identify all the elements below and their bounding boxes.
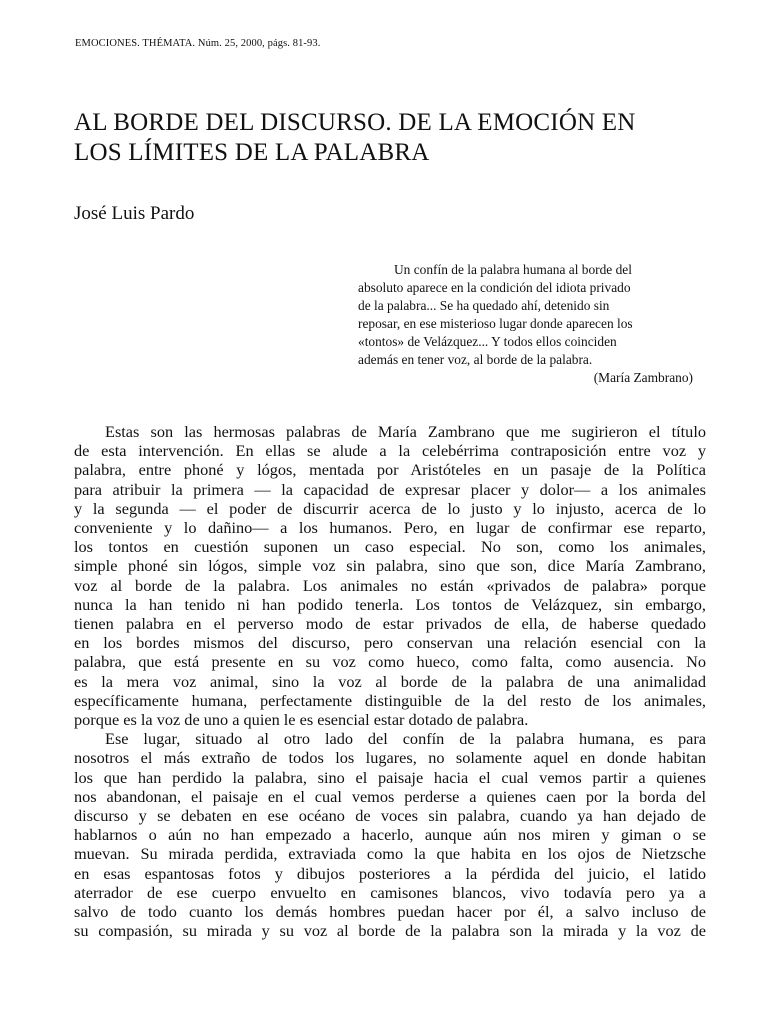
text-line: los que han perdido la palabra, sino el paisaje hacia el cual vemos partir a quienes — [74, 767, 706, 787]
text-line: nosotros el más extraño de todos los lugares, no solamente aquel en donde habitan — [74, 748, 706, 768]
article-title — [74, 108, 714, 168]
text-line: en esas espantosas fotos y dibujos posteriores a la pérdida del juicio, el latido — [74, 863, 706, 883]
text-line: en los bordes mismos del discurso, pero conservan una relación esencial con la — [74, 633, 706, 653]
text-line: discurso y se debaten en ese océano de voces sin palabra, cuando ya han dejado de — [74, 806, 706, 826]
epigraph-line: Un confín de la palabra humana al borde del — [394, 262, 632, 277]
paragraph-1 — [74, 422, 706, 729]
text-line: palabra, entre phoné y lógos, mentada por Aristóteles en un pasaje de la Política — [74, 460, 706, 480]
text-line: su compasión, su mirada y su voz al borde de la palabra son la mirada y la voz de — [74, 921, 706, 941]
text-line: porque es la voz de uno a quien le es esencial estar dotado de palabra. — [74, 710, 529, 730]
body-text — [74, 422, 706, 940]
epigraph-line: reposar, en ese misterioso lugar donde aparecen los — [358, 316, 633, 331]
text-line: nos abandonan, el paisaje en el cual vemos perderse a quienes caen por la borda del — [74, 786, 706, 806]
text-line: Estas son las hermosas palabras de María Zambrano que me sugirieron el título — [105, 422, 706, 441]
text-line: de esta intervención. En ellas se alude a la celebérrima contraposición entre voz y — [74, 441, 706, 461]
text-line: salvo de todo cuanto los demás hombres puedan hacer por él, a salvo incluso de — [74, 902, 706, 922]
text-line: conveniente y lo dañino— a los humanos. Pero, en lugar de confirmar ese reparto, — [74, 518, 706, 538]
epigraph — [358, 261, 693, 387]
epigraph-line: «tontos» de Velázquez... Y todos ellos coinciden — [358, 334, 617, 349]
running-head: EMOCIONES. THÉMATA. Núm. 25, 2000, págs. 81-93. — [75, 38, 321, 49]
title-line: AL BORDE DEL DISCURSO. DE LA EMOCIÓN EN — [74, 109, 636, 136]
text-line: aterrador de ese cuerpo envuelto en camisones blancos, vivo todavía pero ya a — [74, 882, 706, 902]
text-line: palabra, que está presente en su voz como hueco, como falta, como ausencia. No — [74, 652, 706, 672]
author-name: José Luis Pardo — [74, 203, 195, 224]
epigraph-attribution: (María Zambrano) — [593, 370, 693, 385]
text-line: simple phoné sin lógos, simple voz sin palabra, sino que son, dice María Zambrano, — [74, 556, 706, 576]
epigraph-line: de la palabra... Se ha quedado ahí, detenido sin — [358, 298, 610, 313]
text-line: los tontos en cuestión suponen un caso especial. No son, como los animales, — [74, 537, 706, 557]
text-line: específicamente humana, perfectamente distinguible de la del resto de los animales, — [74, 690, 706, 710]
epigraph-line: además en tener voz, al borde de la palabra. — [358, 352, 593, 367]
text-line: y la segunda — el poder de discurrir acerca de lo justo y lo injusto, acerca de lo — [74, 498, 706, 518]
title-line: LOS LÍMITES DE LA PALABRA — [74, 139, 430, 166]
epigraph-line: absoluto aparece en la condición del idiota privado — [358, 280, 631, 295]
text-line: es la mera voz animal, sino la voz al borde de la palabra de una animalidad — [74, 671, 706, 691]
paragraph-2 — [74, 729, 706, 940]
text-line: tienen palabra en el perverso modo de estar privados de ella, de haberse quedado — [74, 614, 706, 634]
text-line: muevan. Su mirada perdida, extraviada como la que habita en los ojos de Nietzsche — [74, 844, 706, 864]
text-line: para atribuir la primera — la capacidad de expresar placer y dolor— a los animales — [74, 479, 706, 499]
text-line: nunca la han tenido ni han podido tenerla. Los tontos de Velázquez, sin embargo, — [74, 594, 706, 614]
text-line: hablarnos o aún no han empezado a hacerlo, aunque aún nos miren y giman o se — [74, 825, 706, 845]
text-line: voz al borde de la palabra. Los animales no están «privados de palabra» porque — [74, 575, 706, 595]
text-line: Ese lugar, situado al otro lado del confín de la palabra humana, es para — [105, 729, 706, 749]
